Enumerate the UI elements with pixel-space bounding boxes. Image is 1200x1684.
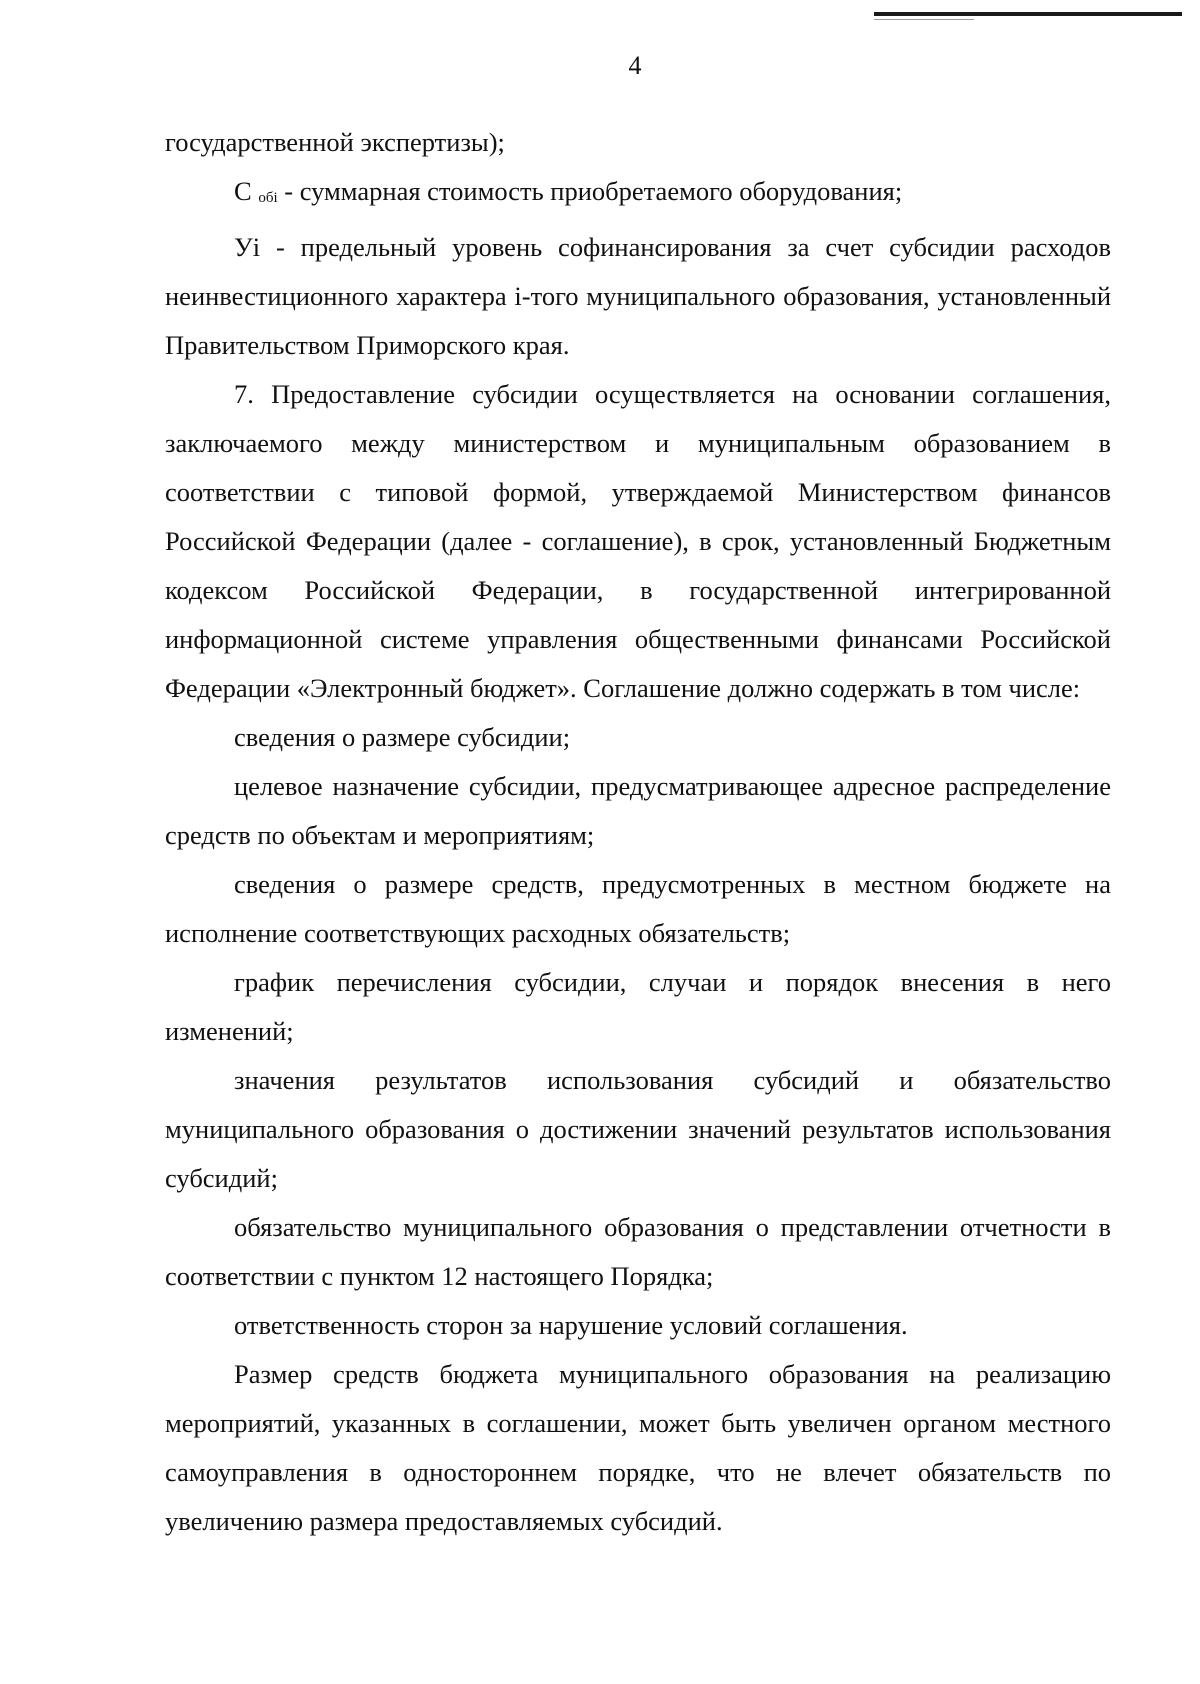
document-body <box>165 118 1111 1546</box>
paragraph-continuation: государственной экспертизы); <box>165 127 505 157</box>
agreement-clause-size: сведения о размере субсидии; <box>234 722 571 752</box>
formula-description: - суммарная стоимость приобретаемого оборудования; <box>277 176 903 206</box>
page-number: 4 <box>628 51 642 80</box>
paragraph-item-7: 7. Предоставление субсидии осуществляется на основании соглашения, заключаемого между министерством и муниципальным образованием в соответствии с типовой формой, утверждаемой Министерством финансов Российской Федерации (далее - соглашение), в срок, установленный Бюджетным кодексом Российской Федерации, в государственной интегрированной информационной системе управления общественными финансами Российской Федерации «Электронный бюджет». Соглашение должно содержать в том числе: <box>165 379 1111 703</box>
agreement-clause-liability: ответственность сторон за нарушение условий соглашения. <box>234 1310 908 1340</box>
paragraph-formula-cob <box>165 167 1111 223</box>
header-rule <box>874 12 1182 16</box>
formula-subscript: обi <box>258 190 278 206</box>
agreement-clause-results: значения результатов использования субсидий и обязательство муниципального образования о достижении значений результатов использования субсидий; <box>165 1065 1111 1193</box>
agreement-clause-purpose: целевое назначение субсидии, предусматривающее адресное распределение средств по объектам и мероприятиям; <box>165 771 1111 850</box>
paragraph-formula-y: Уi - предельный уровень софинансирования за счет субсидии расходов неинвестиционного характера i-того муниципального образования, установленный Правительством Приморского края. <box>165 232 1111 360</box>
paragraph-budget-increase: Размер средств бюджета муниципального образования на реализацию мероприятий, указанных в соглашении, может быть увеличен органом местного самоуправления в одностороннем порядке, что не влечет обязательств по увеличению размера предоставляемых субсидий. <box>165 1359 1111 1536</box>
header-rule-thin <box>874 19 974 20</box>
formula-symbol: С <box>234 176 252 206</box>
agreement-clause-schedule: график перечисления субсидии, случаи и порядок внесения в него изменений; <box>165 967 1111 1046</box>
agreement-clause-local-funds: сведения о размере средств, предусмотренных в местном бюджете на исполнение соответствующих расходных обязательств; <box>165 869 1111 948</box>
agreement-clause-reporting: обязательство муниципального образования о представлении отчетности в соответствии с пунктом 12 настоящего Порядка; <box>165 1212 1111 1291</box>
